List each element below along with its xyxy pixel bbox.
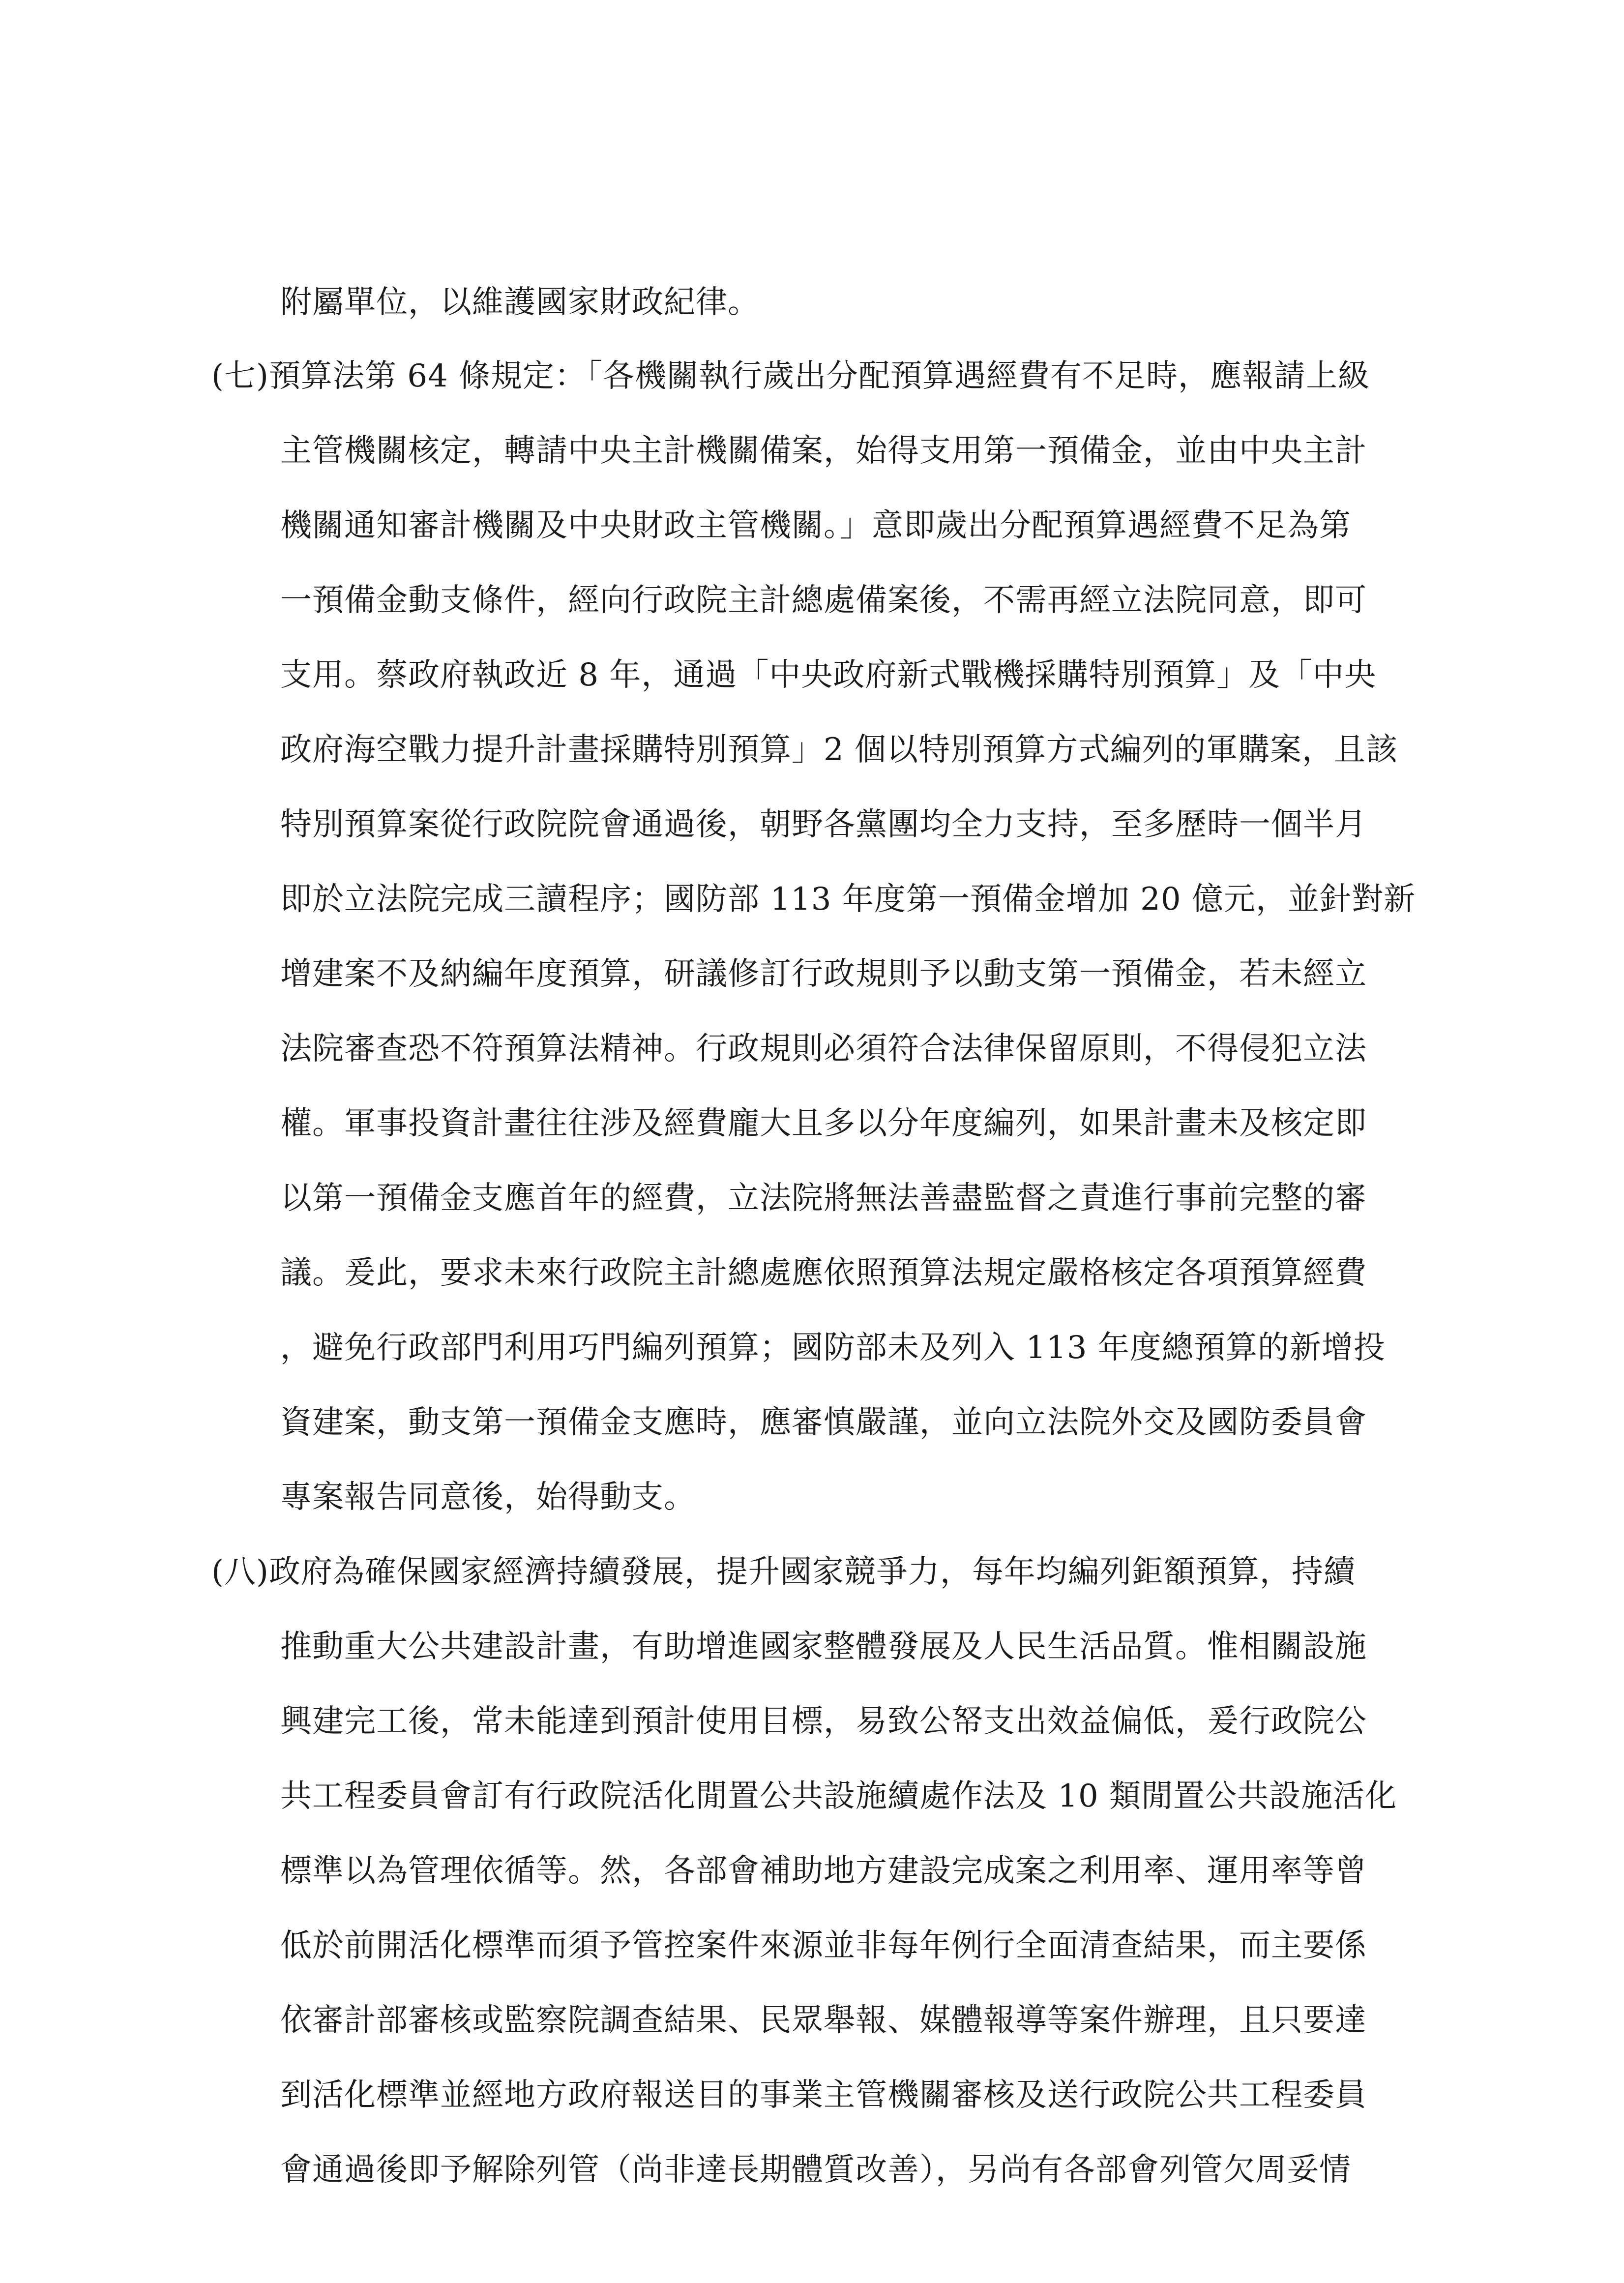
text-line-04: 機關通知審計機關及中央財政主管機關。」意即歲出分配預算遇經費不足為第	[280, 507, 1351, 544]
text-line-12: 權。軍事投資計畫往往涉及經費龐大且多以分年度編列，如果計畫未及核定即	[280, 1105, 1367, 1142]
text-line-14: 議。爰此，要求未來行政院主計總處應依照預算法規定嚴格核定各項預算經費	[280, 1255, 1367, 1291]
text-line-07: 政府海空戰力提升計畫採購特別預算」2 個以特別預算方式編列的軍購案，且該	[280, 732, 1398, 768]
text-line-17: 專案報告同意後，始得動支。	[280, 1479, 696, 1515]
text-line-25: 到活化標準並經地方政府報送目的事業主管機關審核及送行政院公共工程委員	[280, 2077, 1367, 2113]
text-line-21: 共工程委員會訂有行政院活化閒置公共設施續處作法及 10 類閒置公共設施活化	[280, 1778, 1397, 1814]
text-line-10: 增建案不及納編年度預算，研議修訂行政規則予以動支第一預備金，若未經立	[280, 956, 1367, 992]
text-line-01: 附屬單位，以維護國家財政紀律。	[280, 284, 760, 321]
text-line-24: 依審計部審核或監察院調查結果、民眾舉報、媒體報導等案件辦理，且只要達	[280, 2002, 1367, 2039]
text-line-16: 資建案，動支第一預備金支應時，應審慎嚴謹，並向立法院外交及國防委員會	[280, 1404, 1367, 1441]
text-line-06: 支用。蔡政府執政近 8 年，通過「中央政府新式戰機採購特別預算」及「中央	[280, 657, 1377, 693]
text-line-08: 特別預算案從行政院院會通過後，朝野各黨團均全力支持，至多歷時一個半月	[280, 806, 1367, 843]
text-line-18: (八)政府為確保國家經濟持續發展，提升國家競爭力，每年均編列鉅額預算，持續	[211, 1554, 1356, 1590]
text-line-09: 即於立法院完成三讀程序；國防部 113 年度第一預備金增加 20 億元，並針對新	[280, 881, 1416, 918]
text-line-19: 推動重大公共建設計畫，有助增進國家整體發展及人民生活品質。惟相關設施	[280, 1629, 1367, 1665]
text-line-23: 低於前開活化標準而須予管控案件來源並非每年例行全面清查結果，而主要係	[280, 1927, 1367, 1964]
text-line-03: 主管機關核定，轉請中央主計機關備案，始得支用第一預備金，並由中央主計	[280, 433, 1367, 469]
text-line-22: 標準以為管理依循等。然，各部會補助地方建設完成案之利用率、運用率等曾	[280, 1853, 1367, 1889]
text-line-05: 一預備金動支條件，經向行政院主計總處備案後，不需再經立法院同意，即可	[280, 582, 1367, 619]
text-line-13: 以第一預備金支應首年的經費，立法院將無法善盡監督之責進行事前完整的審	[280, 1180, 1367, 1216]
text-line-26: 會通過後即予解除列管（尚非達長期體質改善），另尚有各部會列管欠周妥情	[280, 2152, 1351, 2188]
text-line-11: 法院審查恐不符預算法精神。行政規則必須符合法律保留原則，不得侵犯立法	[280, 1031, 1367, 1067]
text-line-02: (七)預算法第 64 條規定：「各機關執行歲出分配預算遇經費有不足時，應報請上級	[211, 358, 1370, 394]
text-line-20: 興建完工後，常未能達到預計使用目標，易致公帑支出效益偏低，爰行政院公	[280, 1703, 1367, 1740]
text-line-15: ，避免行政部門利用巧門編列預算；國防部未及列入 113 年度總預算的新增投	[280, 1330, 1386, 1366]
